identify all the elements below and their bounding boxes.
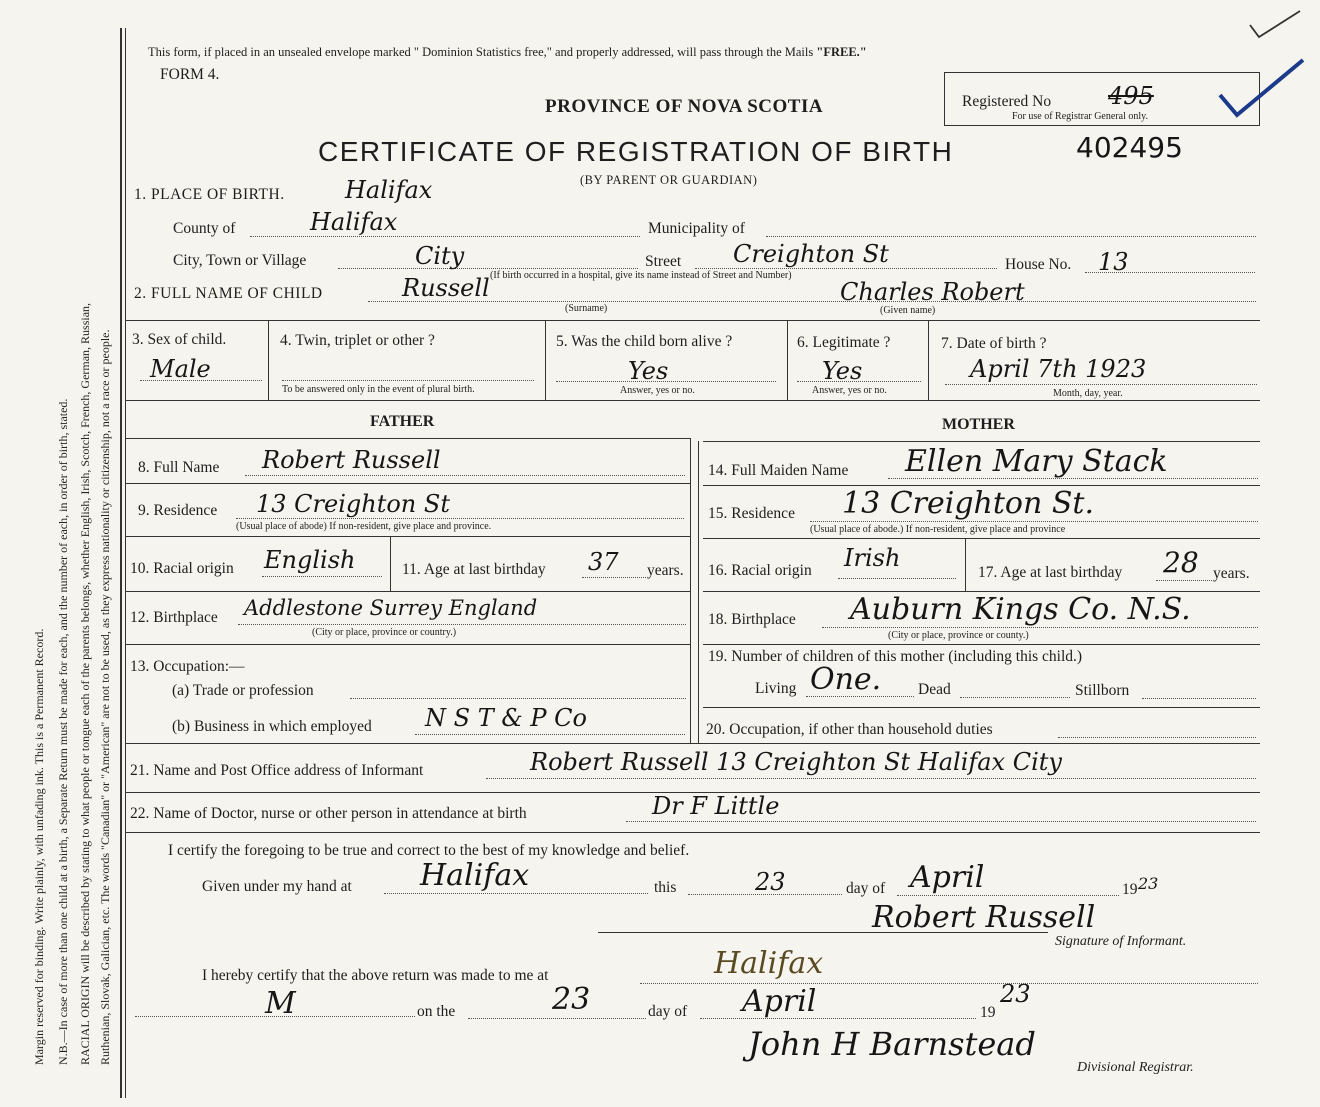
given-year-suffix: 23 (1138, 874, 1159, 893)
mother-occupation-label: 20. Occupation, if other than household duties (706, 721, 993, 738)
city-value: City (415, 242, 465, 270)
informant-label: 21. Name and Post Office address of Informant (130, 762, 424, 779)
certify-dayof-label: day of (846, 880, 886, 897)
informant-value: Robert Russell 13 Creighton St Halifax City (530, 748, 1062, 776)
given-day: 23 (755, 868, 786, 896)
mother-residence-value: 13 Creighton St. (842, 486, 1094, 521)
registrar-note: For use of Registrar General only. (1012, 111, 1148, 122)
certificate-title: CERTIFICATE OF REGISTRATION OF BIRTH (318, 136, 954, 167)
father-age-unit: years. (647, 562, 684, 579)
registrar-mark: M (265, 986, 296, 1021)
date-of-birth-label: 7. Date of birth ? (941, 335, 1047, 352)
father-age-value: 37 (588, 548, 619, 576)
given-month: April (910, 860, 985, 895)
registrar-year-prefix: 19 (980, 1004, 996, 1021)
born-alive-note: Answer, yes or no. (620, 385, 695, 396)
mother-racial-value: Irish (844, 544, 901, 572)
certify-statement: I certify the foregoing to be true and correct to the best of my knowledge and belief. (168, 842, 690, 859)
informant-signature-caption: Signature of Informant. (1055, 934, 1187, 949)
date-of-birth-value: April 7th 1923 (970, 355, 1147, 383)
legitimate-label: 6. Legitimate ? (797, 334, 891, 351)
given-place: Halifax (420, 858, 530, 893)
registrar-dayof-label: day of (648, 1003, 688, 1020)
registrar-day: 23 (552, 982, 591, 1017)
registrar-onthe-label: on the (417, 1003, 456, 1020)
county-value: Halifax (310, 208, 398, 236)
margin-note-nationality: Ruthenian, Slovak, Galician, etc. The words "Canadian" or "American" are not to be used, as they express nationality or citizenship, not a race or people. (98, 329, 112, 1065)
given-name-caption: (Given name) (880, 305, 936, 316)
mother-birthplace-note: (City or place, province or county.) (888, 630, 1029, 641)
registrar-year-suffix: 23 (1000, 980, 1031, 1008)
father-residence-label: 9. Residence (138, 502, 218, 519)
legitimate-value: Yes (822, 357, 863, 385)
mother-birthplace-label: 18. Birthplace (708, 611, 796, 628)
this-label: this (654, 879, 677, 896)
father-age-label: 11. Age at last birthday (402, 561, 546, 578)
house-label: House No. (1005, 256, 1072, 273)
certificate-subtitle: (BY PARENT OR GUARDIAN) (580, 173, 758, 187)
father-birthplace-value: Addlestone Surrey England (244, 596, 538, 620)
sex-value: Male (150, 355, 211, 383)
dead-label: Dead (918, 681, 951, 698)
mother-name-label: 14. Full Maiden Name (708, 462, 849, 479)
father-heading: FATHER (370, 413, 435, 430)
hospital-note: (If birth occurred in a hospital, give its name instead of Street and Number) (490, 270, 792, 281)
twin-note: To be answered only in the event of plural birth. (282, 384, 475, 395)
place-of-birth-value: Halifax (345, 176, 433, 204)
province-heading: PROVINCE OF NOVA SCOTIA (545, 96, 824, 117)
father-racial-label: 10. Racial origin (130, 560, 234, 577)
street-value: Creighton St (733, 240, 889, 268)
mother-age-unit: years. (1213, 565, 1250, 582)
registrar-caption: Divisional Registrar. (1077, 1060, 1194, 1075)
living-label: Living (755, 680, 797, 697)
children-count-label: 19. Number of children of this mother (including this child.) (708, 648, 1083, 665)
street-label: Street (645, 253, 682, 270)
mother-name-value: Ellen Mary Stack (905, 444, 1168, 479)
tick-mark-icon (1245, 5, 1305, 45)
father-birthplace-note: (City or place, province or country.) (312, 627, 457, 638)
city-label: City, Town or Village (173, 252, 307, 269)
father-occupation-label: 13. Occupation:— (130, 658, 245, 675)
mother-heading: MOTHER (942, 416, 1015, 433)
given-year-prefix: 19 (1122, 881, 1138, 898)
born-alive-label: 5. Was the child born alive ? (556, 333, 733, 350)
father-racial-value: English (264, 546, 356, 574)
mother-racial-label: 16. Racial origin (708, 562, 812, 579)
mother-residence-note: (Usual place of abode.) If non-resident, give place and province (810, 524, 1066, 535)
father-residence-value: 13 Creighton St (256, 490, 450, 518)
registered-label: Registered No (962, 93, 1052, 110)
registered-number: 495 (1108, 82, 1154, 110)
mother-residence-label: 15. Residence (708, 505, 795, 522)
margin-note-multiple-births: N.B.—In case of more than one child at a birth, a Separate Return must be made for each, and the number of each, in order of birth, stated. (56, 398, 70, 1065)
stillborn-label: Stillborn (1075, 682, 1130, 699)
municipality-label: Municipality of (648, 220, 745, 237)
mother-birthplace-value: Auburn Kings Co. N.S. (850, 592, 1191, 627)
mother-age-value: 28 (1163, 546, 1199, 579)
legitimate-note: Answer, yes or no. (812, 385, 887, 396)
place-of-birth-label: 1. PLACE OF BIRTH. (134, 186, 285, 203)
certificate-number: 402495 (1076, 131, 1183, 164)
binding-rule-inner (125, 28, 126, 1098)
father-name-label: 8. Full Name (138, 459, 220, 476)
father-birthplace-label: 12. Birthplace (130, 609, 218, 626)
child-name-label: 2. FULL NAME OF CHILD (134, 285, 323, 302)
informant-signature: Robert Russell (872, 900, 1096, 935)
margin-note-binding: Margin reserved for binding. Write plainly, with unfading ink. This is a Permanent Record. (32, 628, 46, 1065)
house-value: 13 (1098, 248, 1129, 276)
postal-notice: This form, if placed in an unsealed envelope marked " Dominion Statistics free," and properly addressed, will pass through the Mails "FREE." (148, 45, 867, 59)
form-number: FORM 4. (160, 66, 220, 83)
registrar-month: April (742, 984, 817, 1019)
father-residence-note: (Usual place of abode) If non-resident, give place and province. (236, 521, 492, 532)
doctor-label: 22. Name of Doctor, nurse or other person in attendance at birth (130, 805, 527, 822)
business-value: N S T & P Co (425, 704, 587, 732)
registrar-statement: I hereby certify that the above return was made to me at (202, 967, 549, 984)
binding-rule (120, 28, 122, 1098)
trade-label: (a) Trade or profession (172, 682, 314, 699)
sex-label: 3. Sex of child. (132, 331, 227, 348)
doctor-value: Dr F Little (652, 792, 780, 820)
registrar-signature: John H Barnstead (748, 1025, 1036, 1063)
child-surname: Russell (402, 274, 490, 302)
business-label: (b) Business in which employed (172, 718, 372, 735)
mother-age-label: 17. Age at last birthday (978, 564, 1123, 581)
child-given-name: Charles Robert (840, 278, 1025, 306)
registrar-place: Halifax (714, 946, 824, 981)
born-alive-value: Yes (628, 357, 669, 385)
father-name-value: Robert Russell (262, 446, 441, 474)
date-of-birth-note: Month, day, year. (1053, 388, 1123, 399)
check-mark-icon (1215, 55, 1310, 125)
given-label: Given under my hand at (202, 878, 352, 895)
surname-caption: (Surname) (565, 303, 608, 314)
margin-note-racial-origin: RACIAL ORIGIN will be described by stating to what people or tongue each of the parents belongs, whether English, Irish, Scotch, French, German, Russian, (78, 302, 92, 1065)
twin-label: 4. Twin, triplet or other ? (280, 332, 435, 349)
county-label: County of (173, 220, 236, 237)
living-value: One. (810, 662, 882, 697)
